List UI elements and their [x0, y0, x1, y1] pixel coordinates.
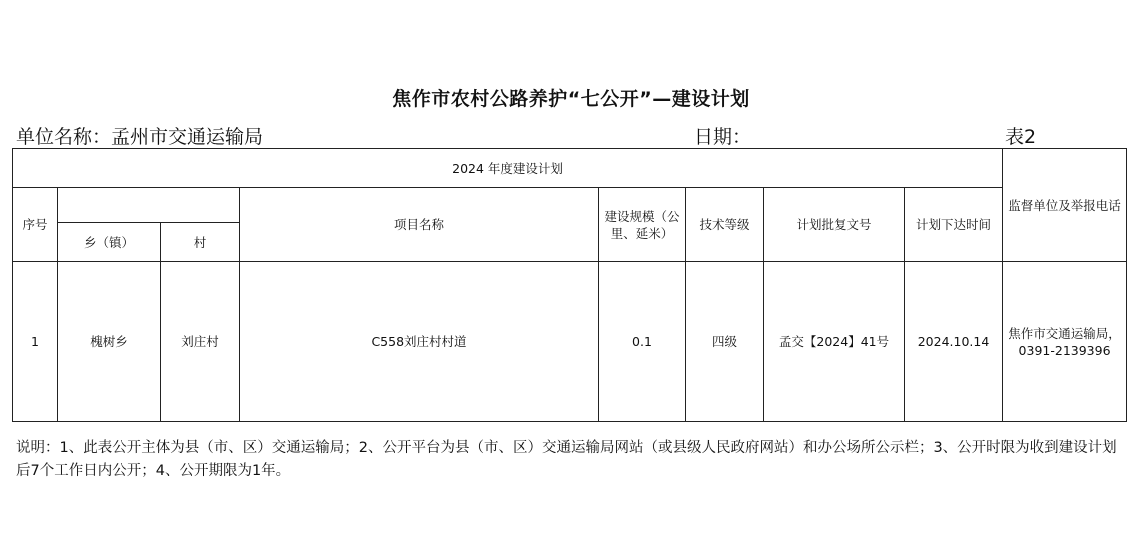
- cell-project-name: C558刘庄村村道: [240, 262, 599, 422]
- header-no: 序号: [13, 188, 58, 262]
- page-title: 焦作市农村公路养护“七公开”—建设计划: [392, 88, 750, 110]
- header-village: 村: [161, 223, 240, 262]
- header-approval: 计划批复文号: [764, 188, 905, 262]
- cell-village: 刘庄村: [161, 262, 240, 422]
- cell-scale: 0.1: [599, 262, 686, 422]
- table-number: 表2: [1005, 126, 1037, 148]
- cell-issue-time: 2024.10.14: [905, 262, 1003, 422]
- cell-township: 槐树乡: [58, 262, 161, 422]
- cell-approval: 孟交【2024】41号: [764, 262, 905, 422]
- header-township: 乡（镇）: [58, 223, 161, 262]
- header-grade: 技术等级: [686, 188, 764, 262]
- header-project-name: 项目名称: [240, 188, 599, 262]
- header-supervisor: 监督单位及举报电话: [1003, 149, 1127, 262]
- cell-grade: 四级: [686, 262, 764, 422]
- date-label: 日期：: [694, 126, 752, 148]
- header-scale: 建设规模（公里、延米）: [599, 188, 686, 262]
- header-issue-time: 计划下达时间: [905, 188, 1003, 262]
- cell-no: 1: [13, 262, 58, 422]
- cell-supervisor: 焦作市交通运输局，0391-2139396: [1003, 262, 1127, 422]
- header-location-blank: [58, 188, 240, 223]
- construction-plan-table: [12, 148, 1127, 422]
- table-row: [13, 262, 1127, 422]
- unit-name: 单位名称：孟州市交通运输局: [16, 126, 264, 148]
- footnote: 说明：1、此表公开主体为县（市、区）交通运输局；2、公开平台为县（市、区）交通运输局网站（或县级人民政府网站）和办公场所公示栏；3、公开时限为收到建设计划后7个工作日内公开；4、公开期限为1年。: [16, 440, 1117, 479]
- plan-year-header: 2024 年度建设计划: [13, 149, 1003, 188]
